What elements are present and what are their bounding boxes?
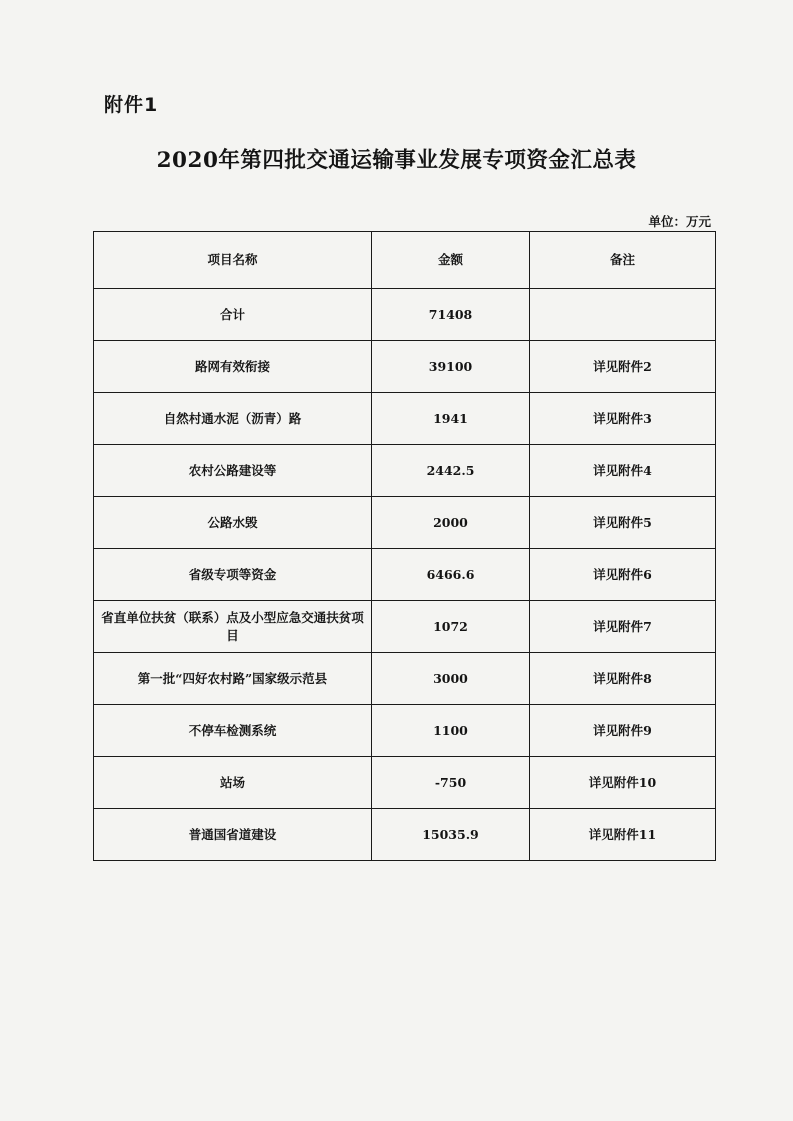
amount-cell: 6466.6 <box>372 549 530 601</box>
table-row <box>94 549 716 601</box>
table-row <box>94 705 716 757</box>
note-cell: 详见附件2 <box>530 341 716 393</box>
unit-label: 单位：万元 <box>648 214 711 229</box>
project-name-cell: 自然村通水泥（沥青）路 <box>94 393 372 445</box>
table-row <box>94 757 716 809</box>
funding-summary-table <box>93 231 716 861</box>
project-name-cell: 普通国省道建设 <box>94 809 372 861</box>
table-row <box>94 289 716 341</box>
amount-cell: 2000 <box>372 497 530 549</box>
note-cell: 详见附件5 <box>530 497 716 549</box>
project-name-cell: 农村公路建设等 <box>94 445 372 497</box>
amount-cell: 71408 <box>372 289 530 341</box>
project-name-cell: 省直单位扶贫（联系）点及小型应急交通扶贫项目 <box>94 601 372 653</box>
table-row <box>94 809 716 861</box>
project-name-cell: 合计 <box>94 289 372 341</box>
project-name-cell: 公路水毁 <box>94 497 372 549</box>
note-cell: 详见附件10 <box>530 757 716 809</box>
note-cell: 详见附件3 <box>530 393 716 445</box>
amount-cell: 2442.5 <box>372 445 530 497</box>
project-name-cell: 不停车检测系统 <box>94 705 372 757</box>
amount-cell: 15035.9 <box>372 809 530 861</box>
note-cell: 详见附件11 <box>530 809 716 861</box>
amount-cell: 1100 <box>372 705 530 757</box>
note-cell: 详见附件6 <box>530 549 716 601</box>
table-row <box>94 601 716 653</box>
header-amount: 金额 <box>372 232 530 289</box>
project-name-cell: 路网有效衔接 <box>94 341 372 393</box>
table-row <box>94 653 716 705</box>
project-name-cell: 站场 <box>94 757 372 809</box>
table-header-row <box>94 232 716 289</box>
amount-cell: -750 <box>372 757 530 809</box>
header-project-name: 项目名称 <box>94 232 372 289</box>
amount-cell: 1072 <box>372 601 530 653</box>
note-cell <box>530 289 716 341</box>
note-cell: 详见附件8 <box>530 653 716 705</box>
table-row <box>94 445 716 497</box>
amount-cell: 3000 <box>372 653 530 705</box>
table-row <box>94 341 716 393</box>
table-row <box>94 497 716 549</box>
note-cell: 详见附件9 <box>530 705 716 757</box>
project-name-cell: 省级专项等资金 <box>94 549 372 601</box>
table-row <box>94 393 716 445</box>
project-name-cell: 第一批“四好农村路”国家级示范县 <box>94 653 372 705</box>
amount-cell: 39100 <box>372 341 530 393</box>
amount-cell: 1941 <box>372 393 530 445</box>
note-cell: 详见附件4 <box>530 445 716 497</box>
document-title: 2020年第四批交通运输事业发展专项资金汇总表 <box>156 148 637 173</box>
attachment-label: 附件1 <box>104 94 159 116</box>
header-note: 备注 <box>530 232 716 289</box>
note-cell: 详见附件7 <box>530 601 716 653</box>
